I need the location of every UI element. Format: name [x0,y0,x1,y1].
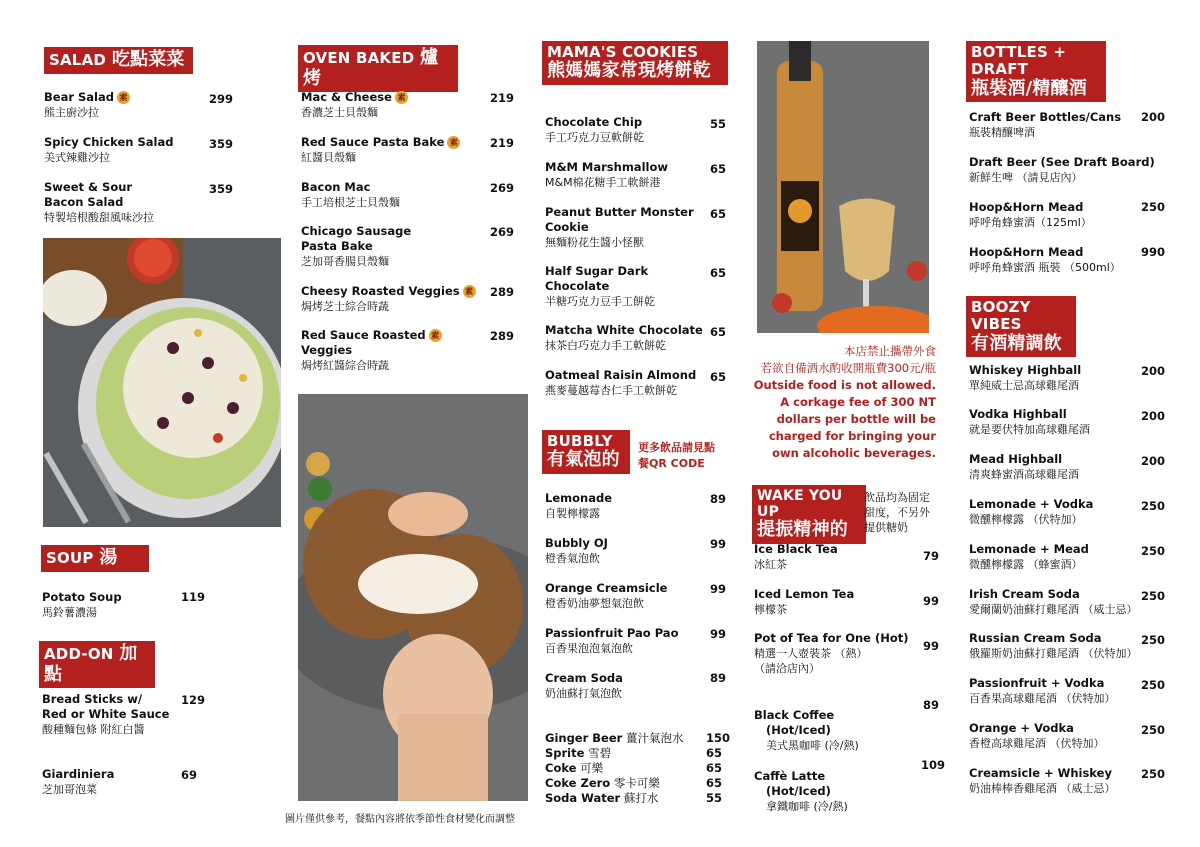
item-price: 250 [1141,499,1166,513]
wake-header: WAKE YOU UP 提振精神的 [752,485,866,544]
menu-item: Whiskey Highball 單純威士忌高球雞尾酒 [969,363,1082,392]
vegetarian-badge-icon: 素 [395,91,408,104]
menu-item: Sweet & Sour Bacon Salad 特製培根酸甜風味沙拉 [44,180,154,224]
menu-item: Passionfruit Pao Pao 百香果泡泡氣泡飲 [545,626,679,655]
menu-item: Vodka Highball 就是要伏特加高球雞尾酒 [969,407,1090,436]
menu-item: Passionfruit + Vodka 百香果高球雞尾酒 （伏特加） [969,676,1116,705]
item-price: 219 [490,136,515,150]
menu-item: Spicy Chicken Salad 美式辣雞沙拉 [44,135,174,164]
salad-header: SALAD 吃點菜菜 [44,47,193,74]
item-price: 99 [923,639,940,653]
menu-item: Chicago Sausage Pasta Bake 芝加哥香腸貝殼麵 [301,224,412,268]
photo-disclaimer: 圖片僅供參考，餐點內容將依季節性食材變化而調整 [285,814,515,825]
menu-item: Orange + Vodka 香橙高球雞尾酒 （伏特加） [969,721,1105,750]
salad-illustration [43,238,281,527]
menu-item: M&M Marshmallow M&M棉花糖手工軟餅港 [545,160,668,189]
vegetarian-badge-icon: 素 [447,136,460,149]
item-price: 109 [921,758,946,772]
bottles-header: BOTTLES + DRAFT 瓶裝酒/精釀酒 [966,41,1106,102]
menu-item: Cream Soda 奶油蘇打氣泡飲 [545,671,623,700]
item-price: 55 [710,117,727,131]
salad-photo [43,238,281,527]
item-price: 200 [1141,110,1166,124]
menu-item: Matcha White Chocolate 抹茶白巧克力手工軟餅乾 [545,323,703,352]
item-price: 219 [490,91,515,105]
item-price: 79 [923,549,940,563]
cookie-illustration [298,394,528,801]
menu-item: Bear Salad 素 熊主廚沙拉 [44,90,130,120]
menu-item: Irish Cream Soda 愛爾蘭奶油蘇打雞尾酒 （威士忌） [969,587,1138,616]
small-drink: Coke 可樂 [545,761,604,775]
mead-illustration [757,41,929,333]
item-price: 250 [1141,633,1166,647]
menu-item: Lemonade + Mead 微醺檸檬露 （蜂蜜酒） [969,542,1089,571]
item-price: 65 [710,266,727,280]
item-price: 250 [1141,723,1166,737]
item-price: 99 [923,594,940,608]
oven-header: OVEN BAKED 爐烤 [298,45,458,92]
vegetarian-badge-icon: 素 [429,329,442,342]
item-price: 359 [209,182,234,196]
small-drink: Sprite 雪碧 [545,746,612,760]
item-price: 65 [706,761,723,775]
item-price: 289 [490,285,515,299]
item-price: 89 [923,698,940,712]
item-price: 99 [710,537,727,551]
boozy-header: BOOZY VIBES 有酒精調飲 [966,296,1076,357]
menu-item: Iced Lemon Tea 檸檬茶 [754,587,855,616]
item-price: 65 [710,370,727,384]
menu-item: Bacon Mac 手工培根芝士貝殼麵 [301,180,400,209]
menu-item: Hoop&Horn Mead 呼呼角蜂蜜酒 瓶裝 （500ml） [969,245,1121,274]
menu-item: Lemonade 自製檸檬露 [545,491,612,520]
item-price: 65 [706,776,723,790]
small-drink: Soda Water 蘇打水 [545,791,659,805]
sweetness-note: 飲品均為固定 甜度，不另外 提供糖奶 [864,491,930,534]
item-price: 129 [181,693,206,707]
menu-item: Black Coffee (Hot/Iced) 美式黑咖啡 (冷/熱) [754,708,859,752]
item-price: 89 [710,671,727,685]
menu-item: Red Sauce Pasta Bake 素 紅醬貝殼麵 [301,135,460,165]
item-price: 250 [1141,589,1166,603]
menu-item: Oatmeal Raisin Almond 燕麥蔓越莓杏仁手工軟餅乾 [545,368,697,397]
menu-item: Chocolate Chip 手工巧克力豆軟餅乾 [545,115,644,144]
addon-header: ADD-ON 加點 [39,641,155,688]
item-price: 99 [710,627,727,641]
menu-item: Hoop&Horn Mead 呼呼角蜂蜜酒（125ml） [969,200,1092,229]
menu-item: Caffè Latte (Hot/Iced) 拿鐵咖啡 (冷/熱) [754,769,848,813]
vegetarian-badge-icon: 素 [117,91,130,104]
item-price: 89 [710,492,727,506]
item-price: 99 [710,582,727,596]
item-price: 119 [181,590,206,604]
menu-item: Mead Highball 清爽蜂蜜酒高球雞尾酒 [969,452,1079,481]
item-price: 200 [1141,409,1166,423]
item-price: 200 [1141,364,1166,378]
menu-item: Bread Sticks w/ Red or White Sauce 酸種麵包條 附紅白醬 [42,692,170,736]
item-price: 250 [1141,767,1166,781]
menu-item: Craft Beer Bottles/Cans 瓶裝精釀啤酒 [969,110,1122,139]
item-price: 359 [209,137,234,151]
menu-item: Half Sugar Dark Chocolate 半糖巧克力豆手工餅乾 [545,264,655,308]
cookie-photo [298,394,528,801]
item-price: 299 [209,92,234,106]
item-price: 269 [490,225,515,239]
item-price: 65 [710,162,727,176]
menu-item: Giardiniera 芝加哥泡菜 [42,767,115,796]
menu-item: Ice Black Tea 冰紅茶 [754,542,838,571]
item-price: 990 [1141,245,1166,259]
item-price: 55 [706,791,723,805]
item-price: 250 [1141,544,1166,558]
item-price: 65 [710,207,727,221]
item-price: 250 [1141,678,1166,692]
item-price: 65 [706,746,723,760]
menu-item: Lemonade + Vodka 微醺檸檬露 （伏特加） [969,497,1094,526]
item-price: 69 [181,768,198,782]
soup-header: SOUP 湯 [41,545,149,572]
more-drinks-note: 更多飲品請見點 餐QR CODE [638,441,715,470]
mead-photo [757,41,929,333]
menu-item: Red Sauce Roasted 素 Veggies 焗烤紅醬綜合時蔬 [301,328,442,373]
menu-item: Cheesy Roasted Veggies 素 焗烤芝士綜合時蔬 [301,284,476,314]
item-price: 150 [706,731,731,745]
menu-item: Bubbly OJ 橙香氣泡飲 [545,536,608,565]
small-drink: Ginger Beer 薑汁氣泡水 [545,731,684,745]
menu-item: Mac & Cheese 素 香濃芝士貝殼麵 [301,90,408,120]
item-price: 250 [1141,200,1166,214]
small-drink: Coke Zero 零卡可樂 [545,776,660,790]
item-price: 289 [490,329,515,343]
item-price: 65 [710,325,727,339]
policy-notice: 本店禁止攜帶外食 若欲自備酒水酌收開瓶費300元/瓶 Outside food is not allowed. A corkage fee of 300 NT dollars per bottle will be charged for bringing your own alcoholic beverages. [753,344,936,460]
menu-item: Russian Cream Soda 俄羅斯奶油蘇打雞尾酒 （伏特加） [969,631,1138,660]
cookies-header: MAMA'S COOKIES 熊媽媽家常現烤餅乾 [542,41,728,85]
menu-item: Creamsicle + Whiskey 奶油棒棒香雞尾酒 （威士忌） [969,766,1116,795]
menu-item: Draft Beer (See Draft Board) 新鮮生啤 （請見店內） [969,155,1155,184]
item-price: 269 [490,181,515,195]
menu-item: Orange Creamsicle 橙香奶油夢想氣泡飲 [545,581,668,610]
item-price: 200 [1141,454,1166,468]
menu-item: Peanut Butter Monster Cookie 無麵粉花生醬小怪獸 [545,205,694,249]
bubbly-header: BUBBLY 有氣泡的 [542,430,630,474]
menu-item: Pot of Tea for One (Hot) 精選一人壺裝茶 （熱） （請洽店內） [754,631,909,675]
vegetarian-badge-icon: 素 [463,285,476,298]
menu-item: Potato Soup 馬鈴薯濃湯 [42,590,122,619]
